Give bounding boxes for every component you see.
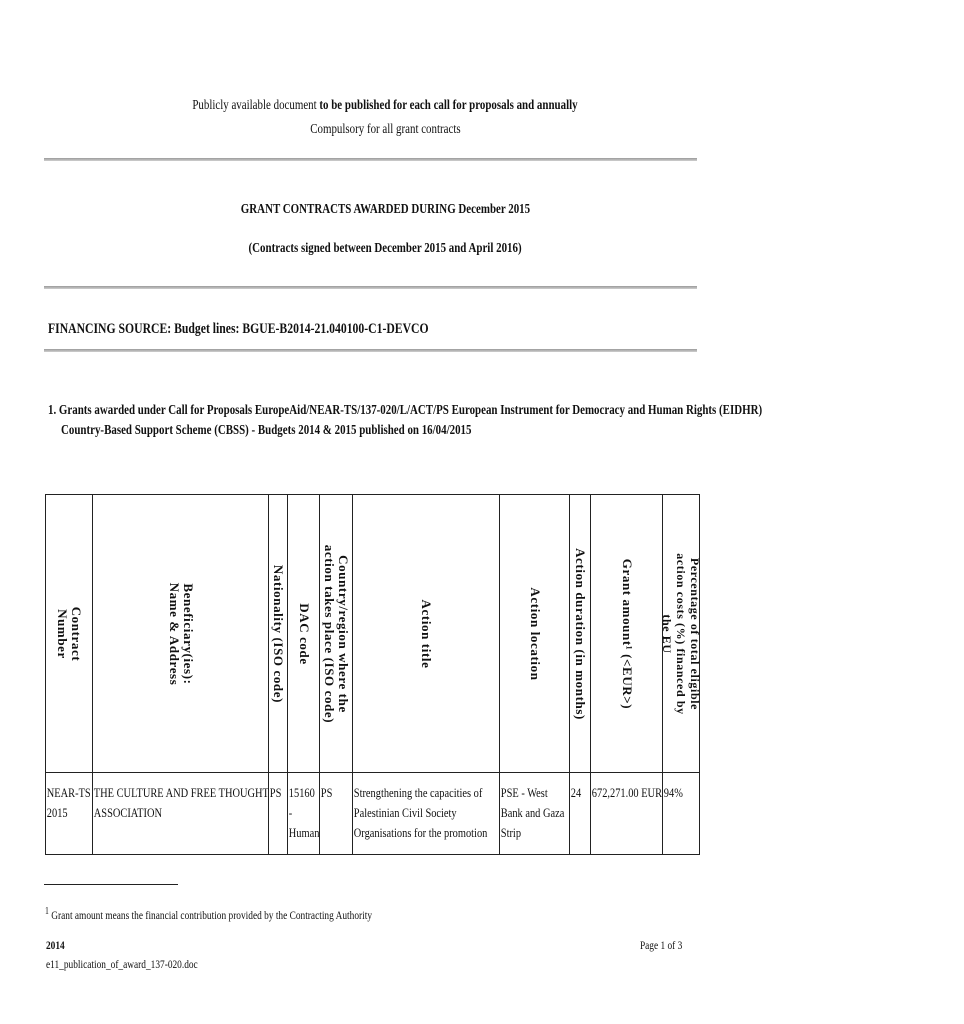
page-number xyxy=(628,938,682,953)
header-duration: Action duration (in months) xyxy=(573,547,588,720)
footer-filename-text: e11_publication_of_award_137-020.doc xyxy=(46,957,198,971)
section-heading-line2: Country-Based Support Scheme (CBSS) - Budgets 2014 & 2015 published on 16/04/2015 xyxy=(61,423,472,438)
cell-text: 15160 - Human xyxy=(288,785,320,840)
section-heading xyxy=(48,403,964,419)
divider xyxy=(44,349,697,352)
footnote-text: Grant amount means the financial contribution provided by the Contracting Authority xyxy=(51,908,373,922)
header-cell xyxy=(269,495,288,773)
cell-text: 94% xyxy=(663,785,683,800)
cell-text: Strengthening the capacities of Palestinian Civil Society Organisations for the promotion xyxy=(353,785,488,840)
header-contract-number: Contract Number xyxy=(55,606,84,661)
header-cell xyxy=(353,495,500,773)
header-percentage: Percentage of total eligible action costs (%) financed by the EU xyxy=(660,552,702,715)
notice-bold-text: to be published for each call for proposals and annually xyxy=(319,98,578,113)
cell-dac-code xyxy=(288,773,320,855)
footnote-separator xyxy=(44,884,178,885)
header-cell xyxy=(288,495,320,773)
cell-text: 24 xyxy=(570,785,582,800)
header-action-location: Action location xyxy=(527,586,543,681)
cell-action-location xyxy=(500,773,570,855)
page-title xyxy=(0,202,770,218)
cell-action-title xyxy=(353,773,500,855)
footer-year-text: 2014 xyxy=(46,938,65,952)
compulsory-text: Compulsory for all grant contracts xyxy=(309,122,461,137)
subtitle-text: (Contracts signed between December 2015 and April 2016) xyxy=(248,241,522,256)
header-cell xyxy=(500,495,570,773)
document-notice xyxy=(0,98,770,114)
header-cell xyxy=(93,495,269,773)
cell-grant-amount xyxy=(591,773,663,855)
cell-text: NEAR-TS 2015 xyxy=(46,785,91,820)
section-heading-line1: 1. Grants awarded under Call for Proposals EuropeAid/NEAR-TS/137-020/L/ACT/PS European Instrument for Democracy and Human Rights (EIDHR) xyxy=(48,403,763,418)
footer-filename xyxy=(46,957,241,972)
cell-duration xyxy=(570,773,591,855)
footer-year xyxy=(46,938,70,953)
divider xyxy=(44,158,697,161)
header-cell xyxy=(660,495,702,773)
cell-percentage xyxy=(663,773,700,855)
page-number-text: Page 1 of 3 xyxy=(639,938,682,952)
cell-text: PS xyxy=(320,785,333,800)
title-text: GRANT CONTRACTS AWARDED DURING December 2015 xyxy=(240,202,530,217)
cell-text: 672,271.00 EUR xyxy=(591,785,662,800)
cell-text: THE CULTURE AND FREE THOUGHT ASSOCIATION xyxy=(93,785,269,820)
header-cell xyxy=(320,495,353,773)
cell-country xyxy=(320,773,353,855)
compulsory-notice xyxy=(0,122,770,138)
table-header-row xyxy=(46,495,700,773)
cell-nationality xyxy=(269,773,288,855)
notice-plain-text: Publicly available document xyxy=(192,98,320,113)
cell-text: PS xyxy=(269,785,282,800)
header-grant-amount: Grant amount¹ (<EUR>) xyxy=(619,558,635,709)
financing-text: FINANCING SOURCE: Budget lines: BGUE-B2014-21.040100-C1-DEVCO xyxy=(48,321,429,337)
grants-table xyxy=(45,494,700,855)
header-dac-code: DAC code xyxy=(296,602,312,665)
section-heading-continued xyxy=(61,423,587,439)
header-cell xyxy=(591,495,663,773)
cell-text: PSE - West Bank and Gaza Strip xyxy=(500,785,565,840)
cell-contract-number xyxy=(46,773,93,855)
header-beneficiary: Beneficiary(ies): Name & Address xyxy=(166,582,196,685)
page-subtitle xyxy=(0,241,770,257)
divider xyxy=(44,286,697,289)
financing-source xyxy=(48,321,536,338)
footnote-marker: 1 xyxy=(45,906,49,917)
header-country: Country/region where the action takes place (ISO code) xyxy=(322,544,351,723)
cell-beneficiary xyxy=(93,773,269,855)
header-cell xyxy=(570,495,591,773)
table-row xyxy=(46,773,700,855)
header-nationality: Nationality (ISO code) xyxy=(271,564,286,703)
footnote xyxy=(45,906,464,923)
header-cell xyxy=(46,495,93,773)
header-action-title: Action title xyxy=(419,599,434,668)
